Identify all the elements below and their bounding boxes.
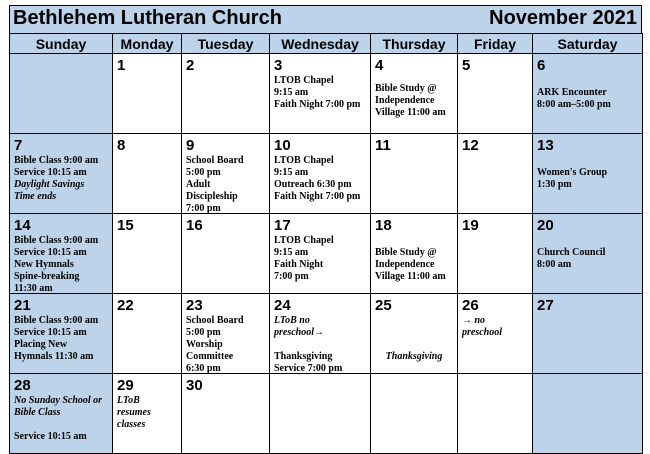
day-cell[interactable]	[113, 374, 182, 454]
day-cell-empty	[270, 374, 371, 454]
day-cell[interactable]	[182, 54, 270, 134]
day-cell[interactable]	[458, 54, 533, 134]
day-number: 24	[274, 297, 291, 314]
event-text: Service 10:15 am	[14, 327, 87, 338]
event-text: preschool→	[274, 327, 324, 338]
event-text: Bible Class	[14, 407, 61, 418]
event-text: 11:30 am	[14, 283, 53, 294]
day-cell[interactable]	[458, 294, 533, 374]
event-text: Adult	[186, 179, 211, 190]
weekday-tuesday: Tuesday	[182, 34, 270, 54]
event-text: Service 7:00 pm	[274, 363, 343, 374]
day-number: 23	[186, 297, 203, 314]
day-cell[interactable]	[113, 214, 182, 294]
day-cell[interactable]	[371, 294, 458, 374]
day-number: 27	[537, 297, 554, 314]
day-number: 19	[462, 217, 479, 234]
weekday-wednesday: Wednesday	[270, 34, 371, 54]
day-cell-empty	[371, 374, 458, 454]
day-cell[interactable]	[533, 54, 643, 134]
weekday-friday: Friday	[458, 34, 533, 54]
day-number: 15	[117, 217, 134, 234]
event-text: LToB no	[274, 315, 310, 326]
event-text: 8:00 am	[537, 259, 572, 270]
event-text: LTOB Chapel	[274, 235, 334, 246]
day-cell[interactable]	[270, 54, 371, 134]
day-number: 29	[117, 377, 134, 394]
day-number: 22	[117, 297, 134, 314]
weekday-thursday: Thursday	[371, 34, 458, 54]
day-cell[interactable]	[458, 134, 533, 214]
day-cell[interactable]	[533, 134, 643, 214]
day-number: 26	[462, 297, 479, 314]
day-number: 12	[462, 137, 479, 154]
event-text: Outreach 6:30 pm	[274, 179, 352, 190]
event-text: 7:00 pm	[186, 203, 221, 214]
event-text: 7:00 pm	[274, 271, 309, 282]
event-text: Bible Study @	[375, 247, 437, 258]
event-text: Church Council	[537, 247, 606, 258]
event-text: 6:30 pm	[186, 363, 221, 374]
day-number: 1	[117, 57, 126, 74]
event-text: Service 10:15 am	[14, 247, 87, 258]
event-text: No Sunday School or	[14, 395, 103, 406]
event-text: → no	[462, 315, 486, 326]
event-text: Bible Class 9:00 am	[14, 235, 99, 246]
event-text: 9:15 am	[274, 87, 309, 98]
event-text: LToB	[117, 395, 140, 406]
day-cell[interactable]	[10, 214, 113, 294]
event-text: Faith Night	[274, 259, 324, 270]
event-text: LTOB Chapel	[274, 75, 334, 86]
event-text: Bible Study @	[375, 83, 437, 94]
event-text: 5:00 pm	[186, 167, 221, 178]
event-text: Faith Night 7:00 pm	[274, 99, 361, 110]
day-number: 30	[186, 377, 203, 394]
week-row	[10, 134, 643, 214]
event-text: Bible Class 9:00 am	[14, 315, 99, 326]
day-cell[interactable]	[533, 214, 643, 294]
day-number: 10	[274, 137, 291, 154]
event-text: School Board	[186, 155, 244, 166]
day-number: 4	[375, 57, 384, 74]
event-text: Bible Class 9:00 am	[14, 155, 99, 166]
event-text: Spine-breaking	[14, 271, 80, 282]
event-text: preschool	[462, 327, 502, 338]
day-number: 28	[14, 377, 31, 394]
event-text: New Hymnals	[14, 259, 74, 270]
day-cell[interactable]	[270, 214, 371, 294]
event-text: 1:30 pm	[537, 179, 572, 190]
calendar-header	[9, 5, 642, 34]
event-text: Village 11:00 am	[375, 271, 446, 282]
week-row	[10, 374, 643, 454]
event-text: Service 10:15 am	[14, 167, 87, 178]
day-number: 16	[186, 217, 203, 234]
day-number: 6	[537, 57, 546, 74]
weekday-monday: Monday	[113, 34, 182, 54]
event-text: Committee	[186, 351, 234, 362]
event-text: Service 10:15 am	[14, 431, 87, 442]
event-text: Women's Group	[537, 167, 608, 178]
event-text: 5:00 pm	[186, 327, 221, 338]
weekday-sunday: Sunday	[10, 34, 113, 54]
day-cell[interactable]	[113, 134, 182, 214]
day-cell[interactable]	[270, 294, 371, 374]
day-cell[interactable]	[270, 134, 371, 214]
event-text: Placing New	[14, 339, 68, 350]
day-cell[interactable]	[113, 54, 182, 134]
event-text: Independence	[375, 95, 435, 106]
day-number: 11	[375, 137, 391, 154]
event-text: School Board	[186, 315, 244, 326]
church-name: Bethlehem Lutheran Church	[13, 7, 282, 29]
day-cell[interactable]	[371, 134, 458, 214]
event-text: ARK Encounter	[537, 87, 607, 98]
event-text: 9:15 am	[274, 167, 309, 178]
day-number: 2	[186, 57, 195, 74]
day-cell[interactable]	[10, 294, 113, 374]
weekday-saturday: Saturday	[533, 34, 643, 54]
day-number: 18	[375, 217, 392, 234]
event-text: Daylight Savings	[14, 179, 85, 190]
day-cell[interactable]	[113, 294, 182, 374]
week-row	[10, 294, 643, 374]
day-cell-empty	[458, 374, 533, 454]
event-text: 9:15 am	[274, 247, 309, 258]
event-text: resumes	[117, 407, 151, 418]
day-number: 17	[274, 217, 291, 234]
day-cell-empty	[10, 54, 113, 134]
day-number: 9	[186, 137, 195, 154]
day-cell[interactable]	[10, 134, 113, 214]
day-cell[interactable]	[182, 374, 270, 454]
day-number: 8	[117, 137, 126, 154]
week-row	[10, 214, 643, 294]
event-text: Village 11:00 am	[375, 107, 446, 118]
day-number: 21	[14, 297, 31, 314]
day-number: 14	[14, 217, 31, 234]
week-row	[10, 54, 643, 134]
event-text: Thanksgiving	[385, 351, 443, 362]
day-cell[interactable]	[458, 214, 533, 294]
calendar-grid	[9, 33, 643, 454]
day-number: 5	[462, 57, 471, 74]
event-text: LTOB Chapel	[274, 155, 334, 166]
weekday-header-row	[10, 34, 643, 54]
event-text: classes	[117, 419, 146, 430]
event-text: Hymnals 11:30 am	[14, 351, 94, 362]
day-cell[interactable]	[10, 374, 113, 454]
day-number: 3	[274, 57, 283, 74]
day-number: 13	[537, 137, 554, 154]
day-number: 20	[537, 217, 554, 234]
event-text: Independence	[375, 259, 435, 270]
day-cell[interactable]	[182, 134, 270, 214]
day-cell[interactable]	[371, 54, 458, 134]
day-number: 7	[14, 137, 23, 154]
event-text: Faith Night 7:00 pm	[274, 191, 361, 202]
day-number: 25	[375, 297, 392, 314]
month-title: November 2021	[489, 7, 637, 29]
day-cell[interactable]	[182, 294, 270, 374]
event-text: Thanksgiving	[274, 351, 333, 362]
day-cell-empty	[533, 374, 643, 454]
event-text: Discipleship	[186, 191, 238, 202]
event-text: Worship	[186, 339, 223, 350]
day-cell[interactable]	[533, 294, 643, 374]
event-text: 8:00 am–5:00 pm	[537, 99, 611, 110]
event-text: Time ends	[14, 191, 57, 202]
day-cell[interactable]	[182, 214, 270, 294]
day-cell[interactable]	[371, 214, 458, 294]
